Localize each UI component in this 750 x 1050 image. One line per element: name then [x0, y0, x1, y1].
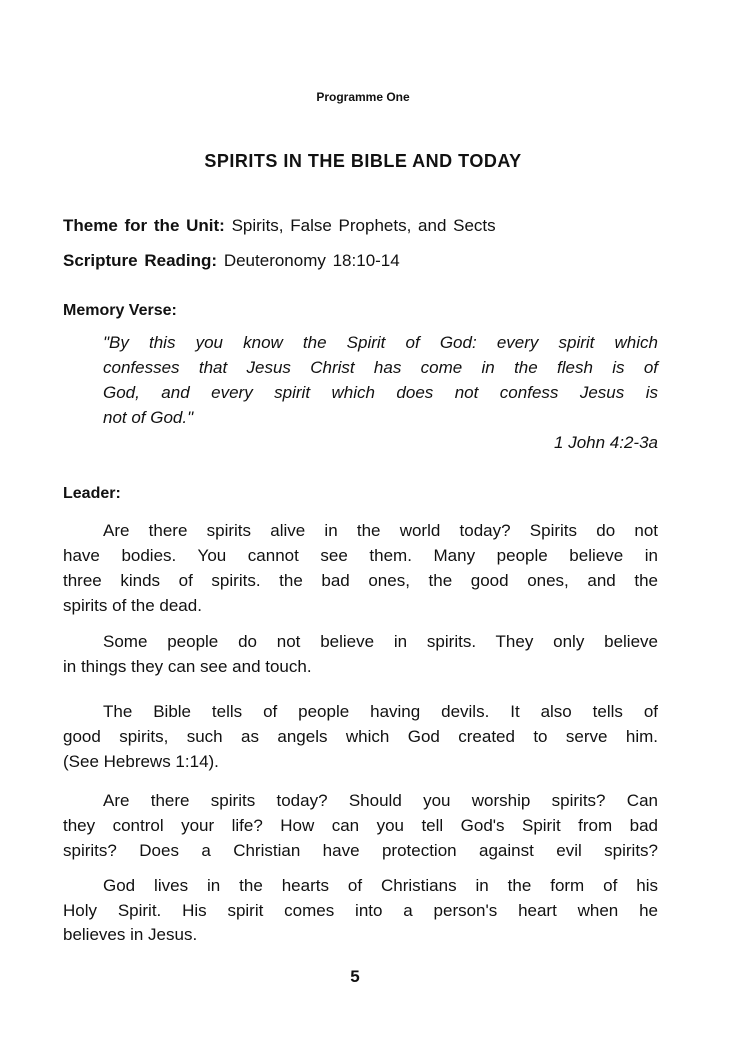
paragraph-line: in things they can see and touch.	[63, 657, 312, 676]
theme-line	[63, 216, 496, 236]
scripture-line	[63, 251, 400, 271]
paragraph-line: believes in Jesus.	[63, 925, 198, 944]
paragraph-line: (See Hebrews 1:14).	[63, 752, 219, 771]
memory-verse-reference: 1 John 4:2-3a	[554, 433, 658, 452]
memory-verse-line: God, and every spirit which does not confess Jesus is	[103, 383, 658, 402]
page-number: 5	[350, 967, 360, 986]
scripture-value: Deuteronomy 18:10-14	[223, 251, 400, 270]
paragraph-line: have bodies. You cannot see them. Many people believe in	[63, 546, 658, 565]
scripture-label: Scripture Reading:	[63, 251, 218, 270]
memory-verse-label: Memory Verse:	[63, 302, 177, 319]
paragraph-line: spirits of the dead.	[63, 596, 202, 615]
page-title: SPIRITS IN THE BIBLE AND TODAY	[204, 151, 522, 171]
paragraph-line: Some people do not believe in spirits. They only believe	[103, 632, 658, 651]
paragraph-line: spirits? Does a Christian have protection against evil spirits?	[63, 841, 658, 860]
paragraph-line: they control your life? How can you tell God's Spirit from bad	[63, 816, 658, 835]
memory-verse-line: "By this you know the Spirit of God: every spirit which	[103, 333, 658, 352]
paragraph-line: The Bible tells of people having devils. It also tells of	[103, 702, 658, 721]
paragraph-line: Are there spirits alive in the world today? Spirits do not	[103, 521, 658, 540]
paragraph-line: God lives in the hearts of Christians in the form of his	[103, 876, 658, 895]
memory-verse-line: confesses that Jesus Christ has come in the flesh is of	[103, 358, 658, 377]
theme-label: Theme for the Unit:	[63, 216, 225, 235]
paragraph-line: Holy Spirit. His spirit comes into a person's heart when he	[63, 901, 658, 920]
paragraph-line: three kinds of spirits. the bad ones, the good ones, and the	[63, 571, 658, 590]
leader-label: Leader:	[63, 485, 121, 502]
paragraph-line: Are there spirits today? Should you worship spirits? Can	[103, 791, 658, 810]
memory-verse-line: not of God."	[103, 408, 194, 427]
programme-label: Programme One	[316, 90, 410, 104]
theme-value: Spirits, False Prophets, and Sects	[231, 216, 496, 235]
paragraph-line: good spirits, such as angels which God created to serve him.	[63, 727, 658, 746]
